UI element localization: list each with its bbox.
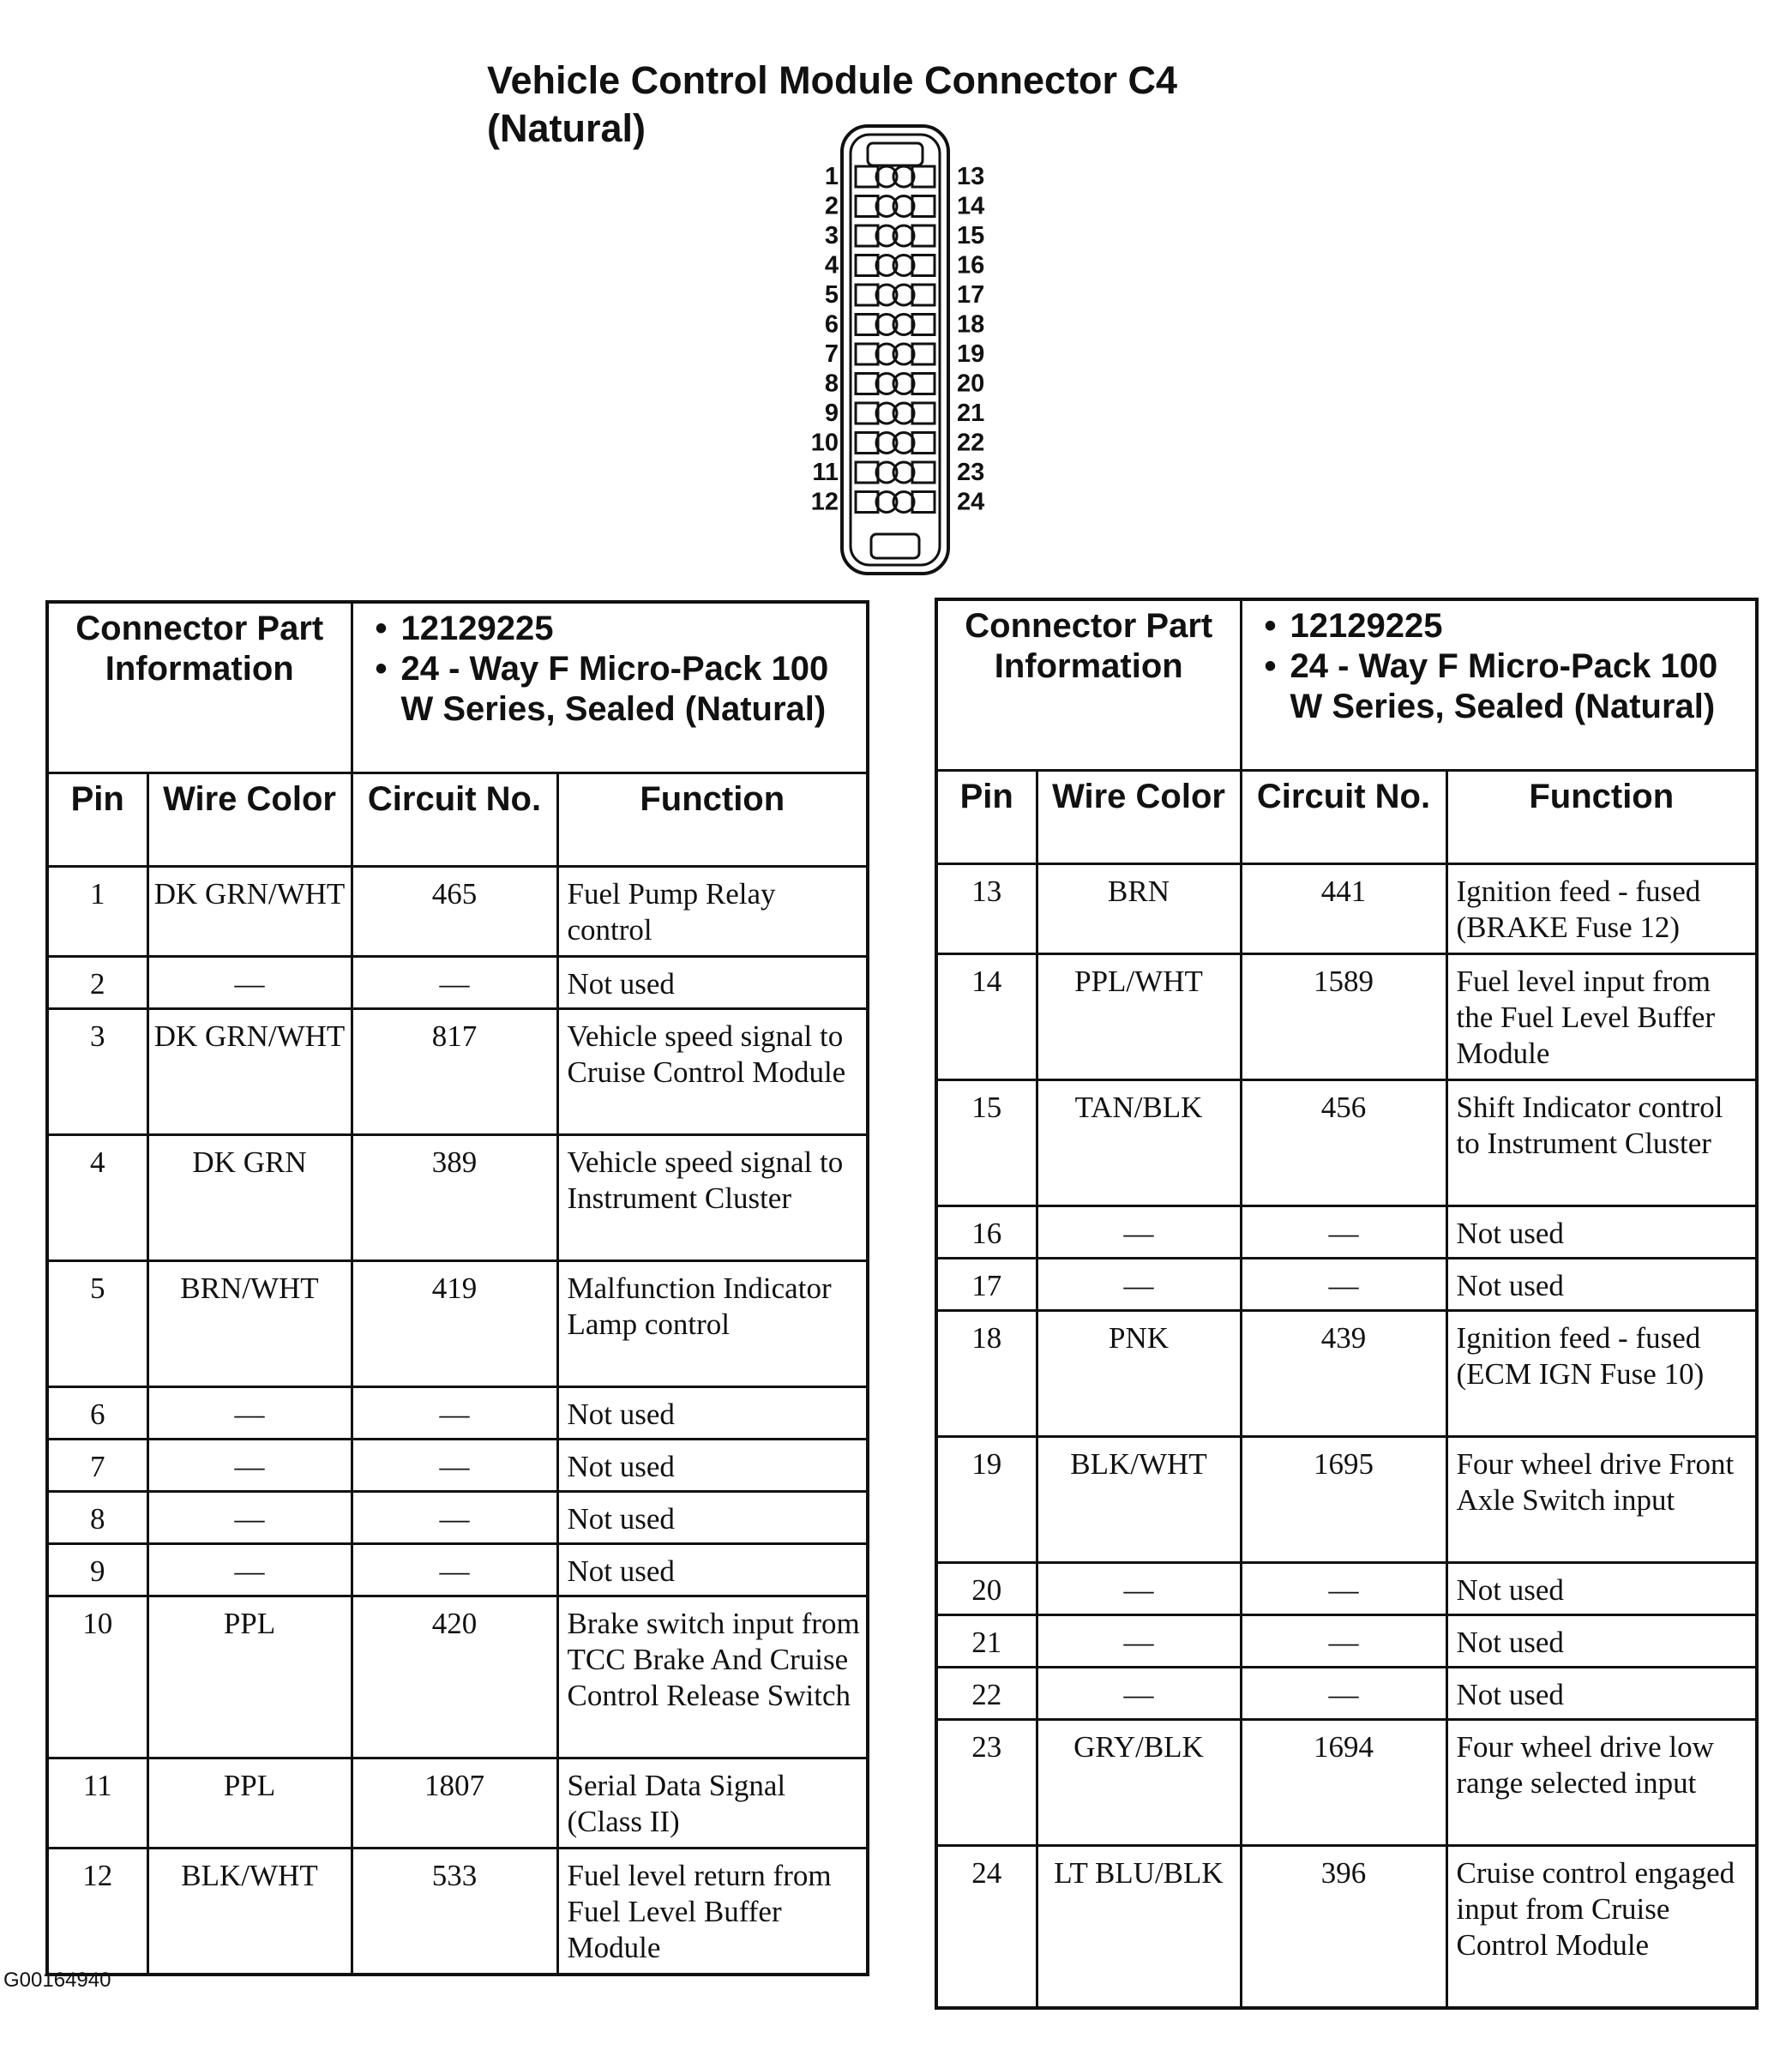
pin-label-right: 17	[957, 281, 985, 309]
function-cell: Not used	[1446, 1563, 1757, 1615]
circuit-no-cell: 1807	[352, 1758, 557, 1849]
part-description: • 24 - Way F Micro-Pack 100 W Series, Sealed (Natural)	[401, 649, 867, 730]
circuit-no-cell: 465	[352, 867, 557, 957]
pin-row-21	[936, 1615, 1757, 1668]
pin-cell: 6	[47, 1387, 147, 1440]
function-cell: Four wheel drive Front Axle Switch input	[1446, 1437, 1757, 1563]
pin-cell: 21	[936, 1615, 1037, 1668]
wire-color-cell: BLK/WHT	[147, 1849, 352, 1975]
circuit-no-cell: —	[352, 1440, 557, 1492]
circuit-no-cell: 420	[352, 1596, 557, 1758]
wire-color-cell: —	[1037, 1259, 1241, 1311]
function-cell: Not used	[557, 1440, 868, 1492]
pin-cell: 18	[936, 1311, 1037, 1437]
pin-cavity-right	[912, 374, 935, 394]
pin-cavity-left	[856, 285, 878, 305]
pin-label-left: 8	[824, 370, 839, 398]
col-header-pin: Pin	[47, 773, 147, 867]
pin-label-right: 22	[957, 429, 985, 457]
pin-cell: 5	[47, 1261, 147, 1387]
circuit-no-cell: 533	[352, 1849, 557, 1975]
pin-row-19	[936, 1437, 1757, 1563]
wire-color-cell: —	[1037, 1668, 1241, 1720]
circuit-no-cell: —	[1241, 1259, 1446, 1311]
pin-cell: 23	[936, 1720, 1037, 1846]
wire-color-cell: PPL/WHT	[1037, 954, 1241, 1080]
pin-label-left: 9	[824, 400, 839, 427]
pin-cavity-right	[912, 344, 935, 364]
function-cell: Fuel Pump Relay control	[557, 867, 868, 957]
pin-cavity-right	[912, 285, 935, 305]
function-cell: Not used	[1446, 1615, 1757, 1668]
pin-row-3	[47, 1009, 868, 1135]
pin-label-left: 11	[812, 459, 839, 486]
col-header-pin: Pin	[936, 771, 1037, 864]
pin-label-right: 23	[957, 459, 985, 486]
pin-label-left: 4	[824, 251, 839, 280]
pin-cavity-left	[856, 225, 878, 246]
wire-color-cell: GRY/BLK	[1037, 1720, 1241, 1846]
function-cell: Shift Indicator control to Instrument Cluster	[1446, 1080, 1757, 1206]
pin-cavity-right	[912, 403, 935, 424]
pin-cell: 3	[47, 1009, 147, 1135]
pin-cavity-right	[912, 166, 935, 187]
pin-row-11	[47, 1758, 868, 1849]
pin-cell: 20	[936, 1563, 1037, 1615]
wire-color-cell: —	[1037, 1563, 1241, 1615]
pin-row-9	[47, 1544, 868, 1596]
wire-color-cell: —	[147, 1387, 352, 1440]
function-cell: Serial Data Signal (Class II)	[557, 1758, 868, 1849]
pin-cell: 13	[936, 864, 1037, 954]
pin-cell: 1	[47, 867, 147, 957]
wire-color-cell: DK GRN/WHT	[147, 1009, 352, 1135]
title-line-1: Vehicle Control Module Connector C4	[487, 58, 1178, 102]
pin-label-right: 18	[957, 310, 985, 339]
pinout-table-left	[45, 600, 869, 1976]
function-cell: Brake switch input from TCC Brake And Cruise Control Release Switch	[557, 1596, 868, 1758]
connector-diagram	[789, 124, 1012, 579]
pin-cell: 17	[936, 1259, 1037, 1311]
pin-label-right: 13	[957, 163, 985, 190]
part-description: • 24 - Way F Micro-Pack 100 W Series, Sealed (Natural)	[1290, 646, 1756, 727]
pin-row-5	[47, 1261, 868, 1387]
col-header-circuit-no: Circuit No.	[352, 773, 557, 867]
pin-cell: 8	[47, 1492, 147, 1544]
pin-label-right: 19	[957, 340, 985, 368]
circuit-no-cell: —	[352, 1544, 557, 1596]
circuit-no-cell: —	[1241, 1206, 1446, 1259]
pin-label-left: 6	[824, 310, 839, 339]
circuit-no-cell: 441	[1241, 864, 1446, 954]
function-cell: Not used	[1446, 1206, 1757, 1259]
circuit-no-cell: 817	[352, 1009, 557, 1135]
circuit-no-cell: 396	[1241, 1846, 1446, 2009]
col-header-circuit-no: Circuit No.	[1241, 771, 1446, 864]
pin-row-1	[47, 867, 868, 957]
pin-cavity-right	[912, 196, 935, 217]
connector-part-info-list	[1241, 599, 1757, 771]
wire-color-cell: BRN	[1037, 864, 1241, 954]
function-cell: Ignition feed - fused (ECM IGN Fuse 10)	[1446, 1311, 1757, 1437]
function-cell: Ignition feed - fused (BRAKE Fuse 12)	[1446, 864, 1757, 954]
pin-cell: 9	[47, 1544, 147, 1596]
function-cell: Cruise control engaged input from Cruise Control Module	[1446, 1846, 1757, 2009]
wire-color-cell: —	[147, 1492, 352, 1544]
pin-row-2	[47, 957, 868, 1009]
pin-row-22	[936, 1668, 1757, 1720]
connector-part-info-label: Connector Part Information	[47, 602, 352, 773]
pin-cell: 15	[936, 1080, 1037, 1206]
wire-color-cell: —	[147, 1544, 352, 1596]
pin-cavity-left	[856, 315, 878, 335]
col-header-function: Function	[557, 773, 868, 867]
pin-cell: 12	[47, 1849, 147, 1975]
pin-row-12	[47, 1849, 868, 1975]
circuit-no-cell: 1694	[1241, 1720, 1446, 1846]
part-number: • 12129225	[401, 609, 867, 649]
pin-cavity-left	[856, 196, 878, 217]
circuit-no-cell: —	[1241, 1668, 1446, 1720]
pin-label-left: 7	[824, 340, 839, 368]
connector-part-info-list	[352, 602, 868, 773]
circuit-no-cell: 389	[352, 1135, 557, 1261]
pin-row-7	[47, 1440, 868, 1492]
circuit-no-cell: 456	[1241, 1080, 1446, 1206]
pin-cavity-right	[912, 255, 935, 276]
function-cell: Not used	[557, 1492, 868, 1544]
pin-cell: 24	[936, 1846, 1037, 2009]
wire-color-cell: PPL	[147, 1596, 352, 1758]
pin-row-10	[47, 1596, 868, 1758]
circuit-no-cell: 439	[1241, 1311, 1446, 1437]
pinout-table-left-body	[47, 602, 868, 1975]
pin-cavity-left	[856, 374, 878, 394]
col-header-wire-color: Wire Color	[147, 773, 352, 867]
circuit-no-cell: 1695	[1241, 1437, 1446, 1563]
pin-cell: 22	[936, 1668, 1037, 1720]
pin-label-left: 10	[810, 429, 839, 457]
pin-cavity-right	[912, 315, 935, 335]
pin-row-18	[936, 1311, 1757, 1437]
function-cell: Malfunction Indicator Lamp control	[557, 1261, 868, 1387]
pin-label-right: 24	[957, 488, 985, 516]
function-cell: Not used	[1446, 1259, 1757, 1311]
circuit-no-cell: —	[352, 1387, 557, 1440]
pin-row-15	[936, 1080, 1757, 1206]
pin-cell: 11	[47, 1758, 147, 1849]
function-cell: Not used	[557, 1544, 868, 1596]
circuit-no-cell: 419	[352, 1261, 557, 1387]
function-cell: Four wheel drive low range selected input	[1446, 1720, 1757, 1846]
wire-color-cell: PPL	[147, 1758, 352, 1849]
wire-color-cell: DK GRN/WHT	[147, 867, 352, 957]
function-cell: Not used	[557, 1387, 868, 1440]
wire-color-cell: PNK	[1037, 1311, 1241, 1437]
pin-cavity-left	[856, 255, 878, 276]
pin-label-left: 12	[810, 488, 839, 516]
pin-cavity-left	[856, 344, 878, 364]
connector-part-info-label: Connector Part Information	[936, 599, 1241, 771]
pin-row-24	[936, 1846, 1757, 2009]
pin-label-right: 20	[957, 370, 985, 398]
pin-label-right: 21	[957, 400, 985, 427]
pin-cavity-left	[856, 403, 878, 424]
wire-color-cell: BRN/WHT	[147, 1261, 352, 1387]
pin-cell: 16	[936, 1206, 1037, 1259]
circuit-no-cell: —	[352, 957, 557, 1009]
pin-label-left: 1	[824, 163, 839, 190]
function-cell: Fuel level return from Fuel Level Buffer Module	[557, 1849, 868, 1975]
pin-row-16	[936, 1206, 1757, 1259]
figure-code: G00164940	[3, 1969, 111, 1992]
function-cell: Fuel level input from the Fuel Level Buffer Module	[1446, 954, 1757, 1080]
wire-color-cell: —	[147, 957, 352, 1009]
pin-cell: 19	[936, 1437, 1037, 1563]
wire-color-cell: —	[1037, 1206, 1241, 1259]
function-cell: Vehicle speed signal to Instrument Cluster	[557, 1135, 868, 1261]
pinout-table-right-body	[936, 599, 1757, 2008]
pin-cavity-right	[912, 225, 935, 246]
col-header-function: Function	[1446, 771, 1757, 864]
pin-label-left: 2	[824, 192, 839, 220]
pin-cavity-right	[912, 433, 935, 454]
pin-cavity-right	[912, 462, 935, 483]
function-cell: Not used	[1446, 1668, 1757, 1720]
pin-label-left: 3	[824, 222, 839, 249]
pin-cell: 4	[47, 1135, 147, 1261]
circuit-no-cell: —	[1241, 1563, 1446, 1615]
pin-cell: 10	[47, 1596, 147, 1758]
pin-row-6	[47, 1387, 868, 1440]
pin-cavity-left	[856, 433, 878, 454]
circuit-no-cell: 1589	[1241, 954, 1446, 1080]
pin-label-right: 14	[957, 192, 985, 220]
pin-row-14	[936, 954, 1757, 1080]
pin-label-right: 15	[957, 222, 985, 249]
pinout-table-right	[935, 598, 1759, 2010]
pin-cell: 7	[47, 1440, 147, 1492]
pin-row-20	[936, 1563, 1757, 1615]
pin-cavity-left	[856, 166, 878, 187]
title-line-2: (Natural)	[487, 106, 646, 150]
wire-color-cell: —	[147, 1440, 352, 1492]
function-cell: Vehicle speed signal to Cruise Control Module	[557, 1009, 868, 1135]
pin-cavity-right	[912, 492, 935, 513]
pin-cell: 14	[936, 954, 1037, 1080]
part-number: • 12129225	[1290, 606, 1756, 646]
function-cell: Not used	[557, 957, 868, 1009]
wire-color-cell: —	[1037, 1615, 1241, 1668]
pin-cavity-left	[856, 462, 878, 483]
pin-cavity-left	[856, 492, 878, 513]
pin-label-left: 5	[824, 281, 839, 309]
pin-row-23	[936, 1720, 1757, 1846]
circuit-no-cell: —	[1241, 1615, 1446, 1668]
wire-color-cell: TAN/BLK	[1037, 1080, 1241, 1206]
pin-cell: 2	[47, 957, 147, 1009]
pin-row-13	[936, 864, 1757, 954]
circuit-no-cell: —	[352, 1492, 557, 1544]
pin-row-17	[936, 1259, 1757, 1311]
pin-label-right: 16	[957, 251, 985, 280]
wire-color-cell: DK GRN	[147, 1135, 352, 1261]
pin-row-4	[47, 1135, 868, 1261]
pin-row-8	[47, 1492, 868, 1544]
wire-color-cell: LT BLU/BLK	[1037, 1846, 1241, 2009]
wire-color-cell: BLK/WHT	[1037, 1437, 1241, 1563]
col-header-wire-color: Wire Color	[1037, 771, 1241, 864]
